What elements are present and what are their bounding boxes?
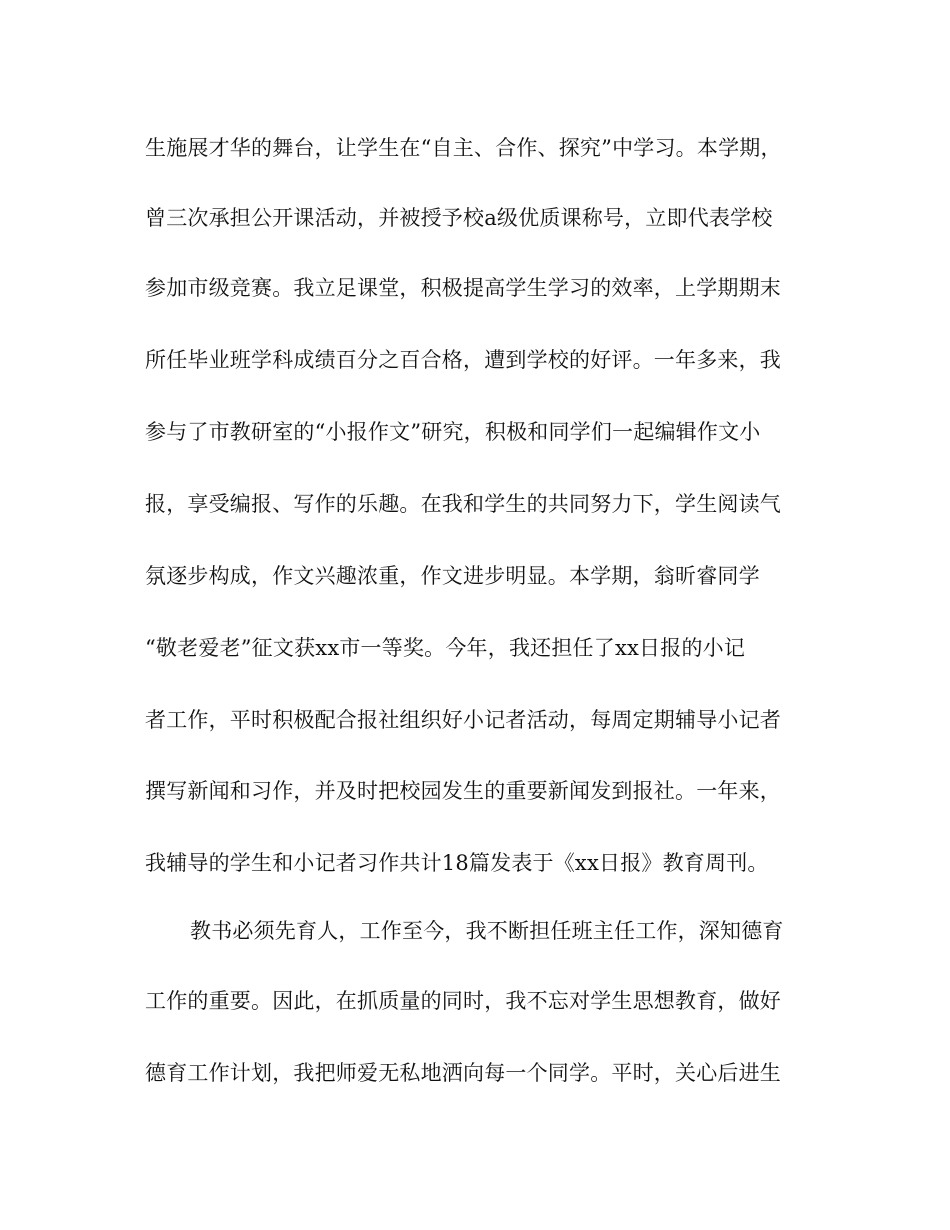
text-line: 我辅导的学生和小记者习作共计18篇发表于《xx日报》教育周刊。 — [145, 851, 769, 875]
text-line: 报，享受编报、写作的乐趣。在我和学生的共同努力下，学生阅读气 — [145, 492, 781, 516]
text-line: “敬老爱老”征文获xx市一等奖。今年，我还担任了xx日报的小记 — [145, 636, 746, 660]
text-line: 氛逐步构成，作文兴趣浓重，作文进步明显。本学期，翁昕睿同学 — [145, 564, 760, 588]
text-line: 德育工作计划，我把师爱无私地洒向每一个同学。平时，关心后进生 — [145, 1061, 781, 1085]
text-line: 生施展才华的舞台，让学生在“自主、合作、探究”中学习。本学期， — [145, 136, 782, 160]
text-line: 者工作，平时积极配合报社组织好小记者活动，每周定期辅导小记者 — [145, 708, 781, 732]
text-line: 工作的重要。因此，在抓质量的同时，我不忘对学生思想教育，做好 — [145, 989, 781, 1013]
paragraph-first-line: 教书必须先育人，工作至今，我不断担任班主任工作，深知德育 — [190, 919, 784, 943]
text-line: 撰写新闻和习作，并及时把校园发生的重要新闻发到报社。一年来， — [145, 779, 781, 803]
text-line: 曾三次承担公开课活动，并被授予校a级优质课称号，立即代表学校 — [145, 206, 773, 230]
text-line: 所任毕业班学科成绩百分之百合格，遭到学校的好评。一年多来，我 — [145, 348, 781, 372]
text-line: 参与了市教研室的“小报作文”研究，积极和同学们一起编辑作文小 — [145, 420, 761, 444]
text-line: 参加市级竞赛。我立足课堂，积极提高学生学习的效率，上学期期末 — [145, 276, 781, 300]
